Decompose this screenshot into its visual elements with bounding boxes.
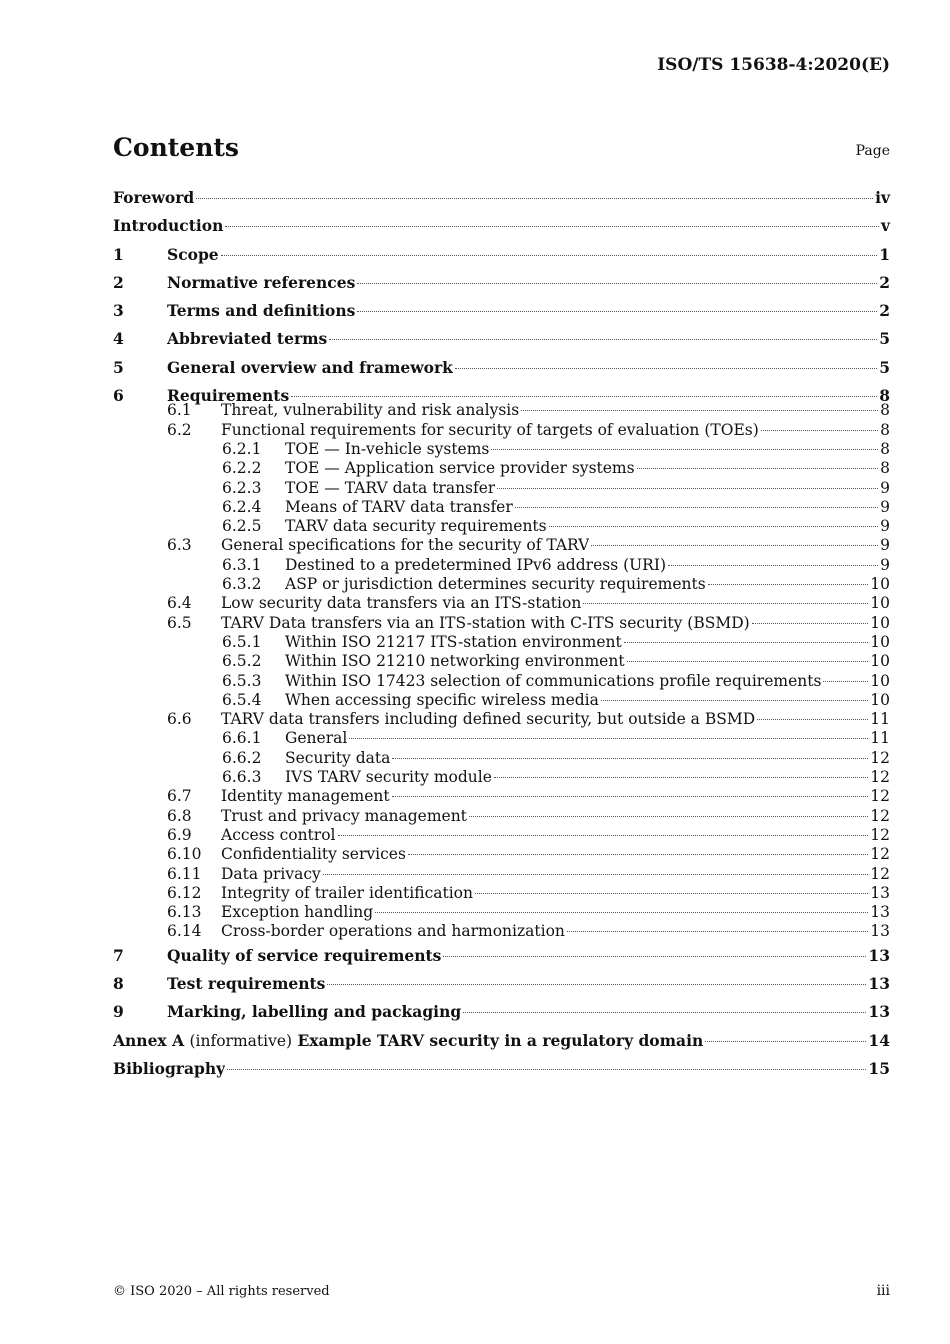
toc-entry-number: 6.2.4 [222,497,262,516]
dot-leader [497,488,878,489]
toc-entry[interactable] [113,1027,890,1055]
dot-leader [823,681,868,682]
toc-entry-page: 2 [879,272,890,292]
toc-entry-number: 6.4 [167,594,192,613]
toc-entry-title: Requirements [167,386,290,406]
toc-entry-number: 1 [113,244,124,264]
copyright-notice: © ISO 2020 – All rights reserved [113,1284,330,1299]
dot-leader [349,738,868,739]
toc-entry-page: 13 [870,922,890,941]
toc-entry-title: Within ISO 21217 ITS-station environment [285,632,622,651]
toc-entry-title: Bibliography [113,1058,226,1078]
toc-entry-number: 6.9 [167,825,192,844]
toc-entry[interactable] [113,865,890,884]
toc-entry-title: Foreword [113,188,195,207]
toc-entry-page: 12 [870,864,890,883]
toc-entry-page: 10 [870,632,890,651]
dot-leader [757,719,868,720]
annex-label: Annex A [113,1030,185,1050]
toc-entry[interactable] [113,768,890,787]
toc-entry-title: General overview and framework [167,357,453,377]
toc-entry-number: 6.6.3 [222,768,262,787]
toc-entry[interactable] [113,787,890,806]
toc-entry-title: Destined to a predetermined IPv6 address (URI) [285,555,667,574]
toc-entry-page: 10 [870,690,890,709]
toc-entry-page: 9 [880,517,890,536]
dot-leader [408,854,868,855]
dot-leader [515,507,878,508]
toc-entry[interactable] [113,922,890,941]
toc-entry-page: 10 [870,613,890,632]
toc-entry-page: 10 [870,652,890,671]
dot-leader [761,430,878,431]
toc-entry-number: 6.2 [167,420,192,439]
toc-entry-page: 15 [868,1058,890,1078]
toc-entry-page: 13 [868,1002,890,1022]
dot-leader [357,311,877,312]
toc-entry-title: When accessing specific wireless media [285,690,599,709]
toc-entry-number: 6.3.2 [222,575,262,594]
dot-leader [475,893,868,894]
toc-entry[interactable] [113,614,890,633]
dot-leader [443,956,866,957]
toc-entry-number: 6.12 [167,883,202,902]
toc-entry-number: 6.2.3 [222,478,262,497]
dot-leader [221,255,878,256]
toc-entry-page: 9 [880,478,890,497]
contents-title: Contents [113,133,240,162]
toc-entry-number: 8 [113,973,124,993]
toc-entry[interactable] [113,575,890,594]
toc-entry-number: 6.14 [167,922,202,941]
toc-entry[interactable] [113,401,890,420]
toc-entry-page: 13 [868,973,890,993]
toc-entry[interactable] [113,517,890,536]
toc-entry[interactable] [113,212,890,240]
toc-entry[interactable] [113,1055,890,1083]
toc-entry-page: 2 [879,301,890,321]
toc-entry-page: 12 [870,748,890,767]
toc-entry[interactable] [113,556,890,575]
toc-entry-page: 1 [879,244,890,264]
toc-entry[interactable] [113,536,890,555]
toc-entry-number: 9 [113,1002,124,1022]
toc-entry-page: 12 [870,787,890,806]
toc-entry-page: 5 [879,357,890,377]
toc-entry-page: 12 [870,825,890,844]
toc-entry[interactable] [113,845,890,864]
toc-entry-page: 8 [880,420,890,439]
toc-entry-title: Access control [221,825,336,844]
dot-leader [494,777,868,778]
toc-entry-title: TOE — TARV data transfer [285,478,496,497]
dot-leader [521,410,878,411]
toc-entry-title: Abbreviated terms [167,329,328,349]
toc-entry-title: Exception handling [221,903,374,922]
toc-entry-page: 12 [870,806,890,825]
dot-leader [375,912,868,913]
toc-entry-number: 2 [113,272,124,292]
toc-entry-page: v [880,216,890,236]
toc-entry-title: Security data [285,748,391,767]
toc-entry-number: 5 [113,357,124,377]
toc-entry-page: 10 [870,671,890,690]
toc-entry[interactable] [113,459,890,478]
toc-entry[interactable] [113,652,890,671]
toc-entry-number: 6.8 [167,806,192,825]
toc-entry-number: 6.5.3 [222,671,262,690]
toc-entry[interactable] [113,970,890,998]
dot-leader [338,835,869,836]
toc-entry[interactable] [113,672,890,691]
toc-entry-number: 6 [113,386,124,406]
toc-entry-page: 9 [880,536,890,555]
document-id: ISO/TS 15638-4:2020(E) [657,55,890,75]
toc-entry[interactable] [113,241,890,269]
toc-entry-title [113,1027,703,1055]
dot-leader [549,526,879,527]
toc-entry[interactable] [113,297,890,325]
toc-entry-number: 6.5.2 [222,652,262,671]
toc-entry-number: 6.11 [167,864,202,883]
toc-entry[interactable] [113,884,890,903]
toc-entry-number: 6.6 [167,710,192,729]
toc-entry-title: Within ISO 21210 networking environment [285,652,625,671]
toc-entry-title: Low security data transfers via an ITS-station [221,594,582,613]
toc-entry-number: 3 [113,301,124,321]
toc-entry-title: Scope [167,244,219,264]
toc-entry-title: Normative references [167,272,356,292]
table-of-contents [113,184,890,1083]
toc-entry-number: 6.1 [167,401,192,420]
toc-entry-title: Within ISO 17423 selection of communications profile requirements [285,671,822,690]
toc-entry-title: TOE — Application service provider systems [285,459,635,478]
dot-leader [591,545,878,546]
toc-entry-number: 6.13 [167,903,202,922]
toc-entry-page: 12 [870,768,890,787]
toc-entry-number: 6.5 [167,613,192,632]
toc-entry[interactable] [113,498,890,517]
toc-entry[interactable] [113,440,890,459]
toc-entry[interactable] [113,729,890,748]
page-number: iii [876,1283,890,1299]
toc-entry-title: TOE — In-vehicle systems [285,439,490,458]
toc-entry-page: 8 [880,439,890,458]
dot-leader [323,874,868,875]
page-column-label: Page [855,143,890,159]
toc-entry-title: Quality of service requirements [167,945,442,965]
toc-entry-page: 10 [870,594,890,613]
toc-entry-title: ASP or jurisdiction determines security requirements [285,575,706,594]
annex-title: Example TARV security in a regulatory domain [297,1030,704,1050]
toc-entry[interactable] [113,903,890,922]
dot-leader [469,816,868,817]
toc-entry-number: 6.3.1 [222,555,262,574]
dot-leader [455,368,877,369]
toc-entry[interactable] [113,710,890,729]
dot-leader [601,700,868,701]
toc-entry[interactable] [113,942,890,970]
toc-entry[interactable] [113,594,890,613]
toc-entry-page: 14 [868,1030,890,1050]
toc-entry-title: Threat, vulnerability and risk analysis [221,401,520,420]
toc-entry-title: Cross-border operations and harmonization [221,922,565,941]
dot-leader [227,1069,866,1070]
toc-entry-number: 6.2.5 [222,517,262,536]
toc-entry-number: 7 [113,945,124,965]
dot-leader [327,984,866,985]
toc-entry-page: 13 [870,883,890,902]
dot-leader [491,449,878,450]
toc-entry-number: 4 [113,329,124,349]
toc-entry-title: Trust and privacy management [221,806,467,825]
dot-leader [627,661,869,662]
toc-entry-title: Identity management [221,787,390,806]
toc-entry-number: 6.6.2 [222,748,262,767]
toc-entry[interactable] [113,633,890,652]
toc-entry[interactable] [113,354,890,382]
dot-leader [624,642,869,643]
dot-leader [392,758,868,759]
toc-entry-title: TARV data transfers including defined security, but outside a BSMD [221,710,756,729]
toc-entry-title: Integrity of trailer identification [221,883,473,902]
toc-entry-number: 6.5.1 [222,632,262,651]
dot-leader [752,623,869,624]
toc-entry-page: 13 [868,945,890,965]
toc-entry-page: 11 [870,710,890,729]
toc-entry-number: 6.3 [167,536,192,555]
toc-entry[interactable] [113,998,890,1026]
dot-leader [567,931,868,932]
toc-entry-page: 9 [880,555,890,574]
dot-leader [329,339,877,340]
dot-leader [291,396,877,397]
toc-entry[interactable] [113,826,890,845]
dot-leader [392,796,869,797]
toc-entry-number: 6.2.2 [222,459,262,478]
toc-entry-number: 6.6.1 [222,729,262,748]
toc-entry-page: 12 [870,845,890,864]
toc-entry-page: 8 [880,459,890,478]
toc-entry-title: TARV data security requirements [285,517,547,536]
toc-entry[interactable] [113,325,890,353]
toc-entry-title: Test requirements [167,973,326,993]
toc-entry-title: Terms and definitions [167,301,356,321]
toc-entry-page: 8 [879,386,890,406]
toc-entry[interactable] [113,691,890,710]
toc-entry-number: 6.10 [167,845,202,864]
toc-entry-number: 6.2.1 [222,439,262,458]
toc-entry[interactable] [113,421,890,440]
toc-entry-title: TARV Data transfers via an ITS-station with C-ITS security (BSMD) [221,613,750,632]
dot-leader [637,468,879,469]
toc-entry-page: 8 [880,401,890,420]
toc-entry-title: General specifications for the security of TARV [221,536,590,555]
toc-entry-title: IVS TARV security module [285,768,492,787]
toc-entry[interactable] [113,749,890,768]
toc-entry-title: Data privacy [221,864,321,883]
toc-entry-page: 13 [870,903,890,922]
dot-leader [705,1041,866,1042]
toc-entry-page: 11 [870,729,890,748]
toc-entry-page: 10 [870,575,890,594]
dot-leader [668,565,878,566]
toc-entry-title: Marking, labelling and packaging [167,1002,462,1022]
toc-entry-title: Means of TARV data transfer [285,497,513,516]
toc-entry-title: Introduction [113,216,224,236]
dot-leader [463,1012,866,1013]
dot-leader [196,198,873,199]
dot-leader [583,603,868,604]
dot-leader [357,283,877,284]
dot-leader [708,584,869,585]
toc-entry[interactable] [113,807,890,826]
toc-entry-title: Functional requirements for security of targets of evaluation (TOEs) [221,420,759,439]
toc-entry-number: 6.7 [167,787,192,806]
toc-entry[interactable] [113,184,890,212]
toc-entry[interactable] [113,479,890,498]
dot-leader [225,226,879,227]
toc-entry-number: 6.5.4 [222,690,262,709]
toc-entry-title: General [285,729,348,748]
toc-entry-page: 9 [880,497,890,516]
toc-entry-title: Confidentiality services [221,845,406,864]
toc-entry-page: 5 [879,329,890,349]
toc-entry[interactable] [113,269,890,297]
toc-entry-page: iv [875,188,890,207]
annex-note: (informative) [189,1031,293,1050]
